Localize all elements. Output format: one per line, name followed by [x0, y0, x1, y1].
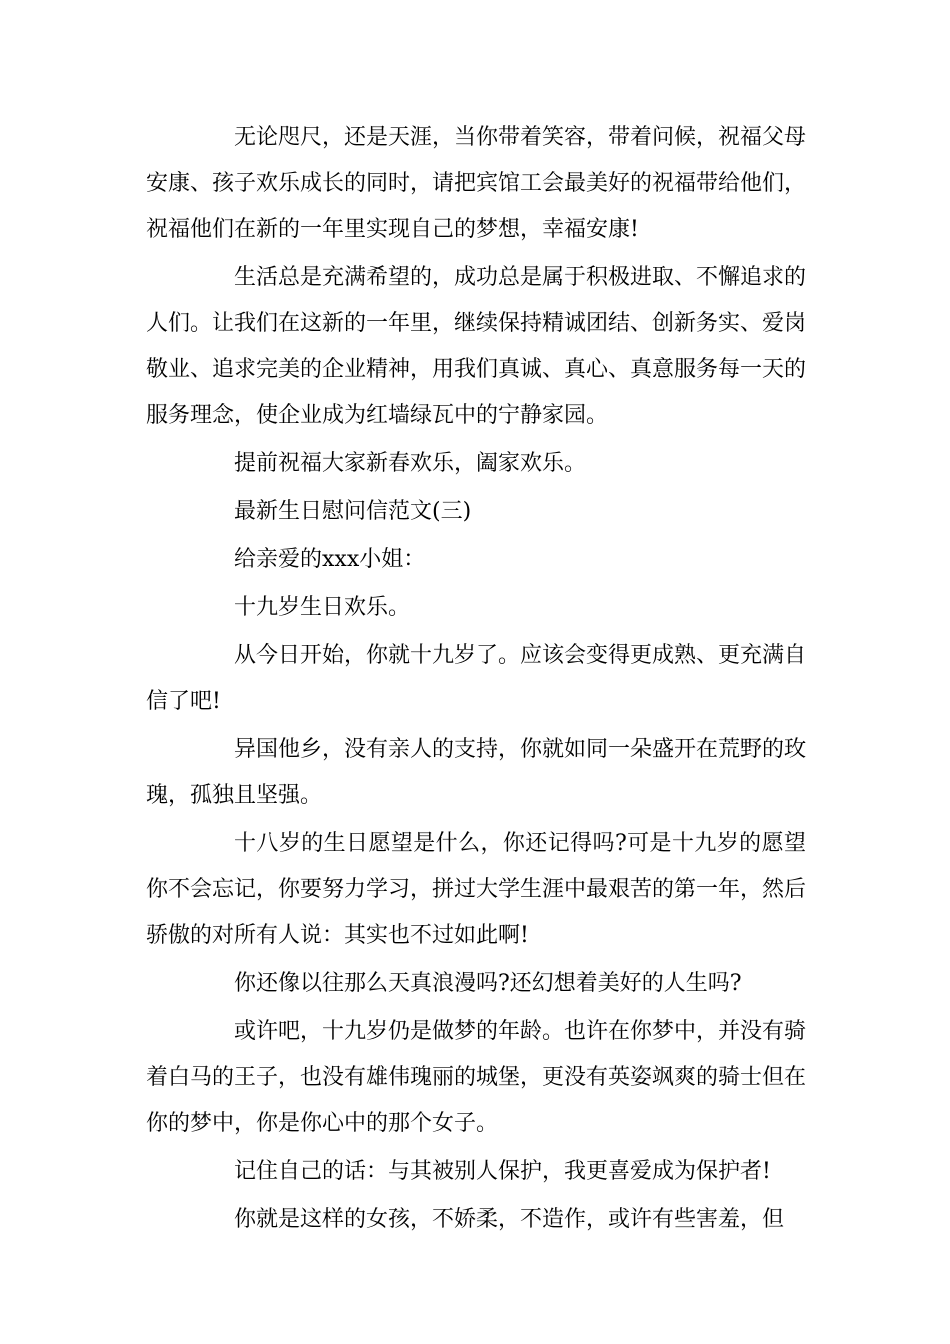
letter-salutation: 给亲爱的xxx小姐： — [234, 547, 426, 572]
paragraph-8: 异国他乡，没有亲人的支持，你就如同一朵盛开在荒野的玫瑰，孤独且坚强。 — [146, 737, 807, 808]
paragraph-7: 从今日开始，你就十九岁了。应该会变得更成熟、更充满自信了吧! — [146, 643, 807, 714]
paragraph-1: 无论咫尺，还是天涯，当你带着笑容，带着问候，祝福父母安康、孩子欢乐成长的同时，请把宾馆工会最美好的祝福带给他们，祝福他们在新的一年里实现自己的梦想，幸福安康! — [146, 125, 807, 242]
paragraph-10: 你还像以往那么天真浪漫吗?还幻想着美好的人生吗? — [234, 971, 742, 996]
section-heading: 最新生日慰问信范文(三) — [234, 499, 472, 524]
paragraph-9: 十八岁的生日愿望是什么，你还记得吗?可是十九岁的愿望你不会忘记，你要努力学习，拼过大学生涯中最艰苦的第一年，然后骄傲的对所有人说：其实也不过如此啊! — [146, 831, 807, 948]
document-body — [146, 115, 806, 1245]
paragraph-3: 提前祝福大家新春欢乐，阖家欢乐。 — [234, 451, 587, 476]
paragraph-11: 或许吧，十九岁仍是做梦的年龄。也许在你梦中，并没有骑着白马的王子，也没有雄伟瑰丽的城堡，更没有英姿飒爽的骑士但在你的梦中，你是你心中的那个女子。 — [146, 1019, 807, 1136]
paragraph-13: 你就是这样的女孩，不娇柔，不造作，或许有些害羞，但 — [234, 1207, 785, 1232]
paragraph-6: 十九岁生日欢乐。 — [234, 595, 411, 620]
paragraph-2: 生活总是充满希望的，成功总是属于积极进取、不懈追求的人们。让我们在这新的一年里，继续保持精诚团结、创新务实、爱岗敬业、追求完美的企业精神，用我们真诚、真心、真意服务每一天的服务理念，使企业成为红墙绿瓦中的宁静家园。 — [146, 265, 807, 428]
paragraph-12: 记住自己的话：与其被别人保护，我更喜爱成为保护者! — [234, 1159, 771, 1184]
